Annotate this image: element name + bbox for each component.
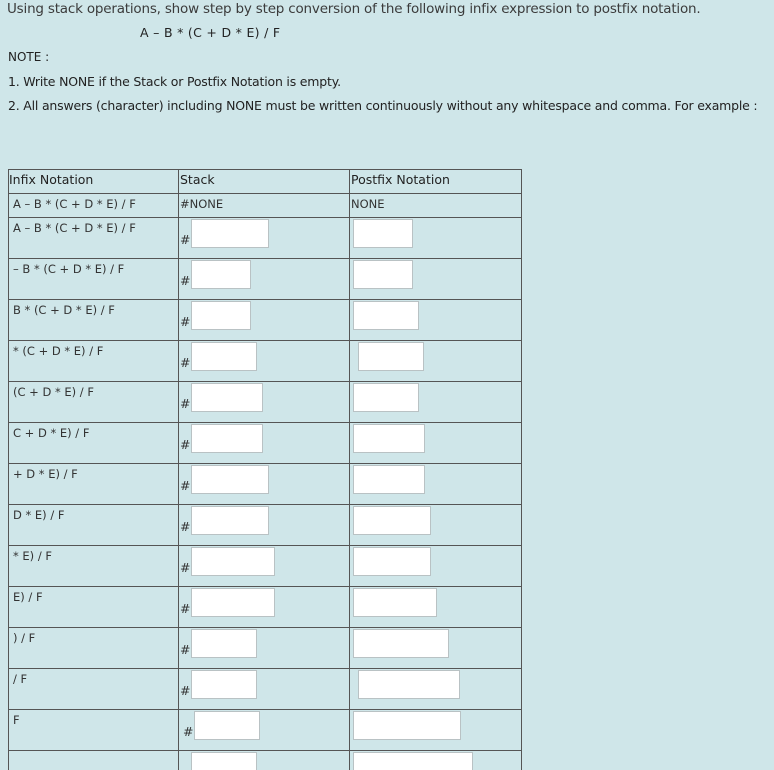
postfix-answer-input[interactable] xyxy=(353,465,425,494)
row-divider xyxy=(8,258,522,259)
step-infix: F xyxy=(13,713,20,727)
postfix-answer-input[interactable] xyxy=(353,547,431,576)
stack-prefix: # xyxy=(180,314,191,329)
row0-stack: #NONE xyxy=(180,197,224,211)
postfix-answer-input[interactable] xyxy=(353,424,425,453)
header-postfix: Postfix Notation xyxy=(351,172,450,187)
stack-prefix: # xyxy=(180,642,191,657)
step-infix: * E) / F xyxy=(13,549,52,563)
note-line-2: 2. All answers (character) including NONE must be written continuously without any whitespace and comma. For example : xyxy=(8,98,758,113)
postfix-answer-input[interactable] xyxy=(353,711,461,740)
row-divider xyxy=(8,422,522,423)
row-divider xyxy=(8,668,522,669)
stack-answer-input[interactable] xyxy=(191,219,269,248)
note-title: NOTE : xyxy=(8,50,50,64)
stack-answer-input[interactable] xyxy=(191,342,257,371)
stack-answer-input[interactable] xyxy=(191,547,275,576)
postfix-answer-input[interactable] xyxy=(353,301,419,330)
postfix-answer-input[interactable] xyxy=(353,588,437,617)
step-infix: B * (C + D * E) / F xyxy=(13,303,115,317)
stack-prefix: # xyxy=(180,437,191,452)
stack-answer-input[interactable] xyxy=(191,465,269,494)
table-border-top xyxy=(8,169,522,170)
postfix-answer-input[interactable] xyxy=(353,383,419,412)
stack-prefix: # xyxy=(180,396,191,411)
step-infix: + D * E) / F xyxy=(13,467,78,481)
step-infix: / F xyxy=(13,672,28,686)
row0-postfix: NONE xyxy=(351,197,385,211)
row-divider xyxy=(8,627,522,628)
row-divider xyxy=(8,750,522,751)
stack-prefix: # xyxy=(180,683,191,698)
postfix-answer-input[interactable] xyxy=(353,219,413,248)
stack-answer-input[interactable] xyxy=(191,301,251,330)
stack-prefix: # xyxy=(180,519,191,534)
row-divider xyxy=(8,463,522,464)
header-divider xyxy=(8,193,522,194)
step-infix: C + D * E) / F xyxy=(13,426,90,440)
row-divider xyxy=(8,299,522,300)
row0-divider xyxy=(8,217,522,218)
row-divider xyxy=(8,586,522,587)
row-divider xyxy=(8,504,522,505)
stack-prefix: # xyxy=(180,273,191,288)
postfix-answer-input[interactable] xyxy=(353,506,431,535)
note-line-1: 1. Write NONE if the Stack or Postfix Notation is empty. xyxy=(8,74,341,89)
postfix-answer-input[interactable] xyxy=(353,260,413,289)
stack-prefix: # xyxy=(180,601,191,616)
row-divider xyxy=(8,709,522,710)
instructions-text: Using stack operations, show step by step conversion of the following infix expression to postfix notation. xyxy=(7,1,701,17)
header-stack: Stack xyxy=(180,172,215,187)
infix-expression: A – B * (C + D * E) / F xyxy=(140,25,281,40)
postfix-answer-input[interactable] xyxy=(358,670,460,699)
step-infix: * (C + D * E) / F xyxy=(13,344,104,358)
header-infix: Infix Notation xyxy=(9,172,94,187)
stack-prefix: # xyxy=(183,724,194,739)
row-divider xyxy=(8,545,522,546)
step-infix: D * E) / F xyxy=(13,508,65,522)
stack-prefix: # xyxy=(180,478,191,493)
row0-infix: A – B * (C + D * E) / F xyxy=(13,197,136,211)
step-infix: (C + D * E) / F xyxy=(13,385,94,399)
step-infix: ) / F xyxy=(13,631,36,645)
step-infix: E) / F xyxy=(13,590,43,604)
stack-prefix: # xyxy=(180,232,191,247)
postfix-answer-input[interactable] xyxy=(353,752,473,770)
table-divider-stack xyxy=(178,169,179,770)
stack-answer-input[interactable] xyxy=(191,506,269,535)
stack-answer-input[interactable] xyxy=(194,711,260,740)
stack-answer-input[interactable] xyxy=(191,752,257,770)
stack-answer-input[interactable] xyxy=(191,670,257,699)
step-infix: – B * (C + D * E) / F xyxy=(13,262,125,276)
row-divider xyxy=(8,381,522,382)
step-infix: A – B * (C + D * E) / F xyxy=(13,221,136,235)
table-border-right xyxy=(521,169,522,770)
stack-answer-input[interactable] xyxy=(191,629,257,658)
table-divider-postfix xyxy=(349,169,350,770)
stack-answer-input[interactable] xyxy=(191,383,263,412)
conversion-table xyxy=(8,169,522,770)
postfix-answer-input[interactable] xyxy=(353,629,449,658)
row-divider xyxy=(8,340,522,341)
stack-answer-input[interactable] xyxy=(191,588,275,617)
stack-answer-input[interactable] xyxy=(191,260,251,289)
stack-prefix: # xyxy=(180,355,191,370)
stack-prefix: # xyxy=(180,560,191,575)
stack-answer-input[interactable] xyxy=(191,424,263,453)
postfix-answer-input[interactable] xyxy=(358,342,424,371)
table-border-left xyxy=(8,169,9,770)
